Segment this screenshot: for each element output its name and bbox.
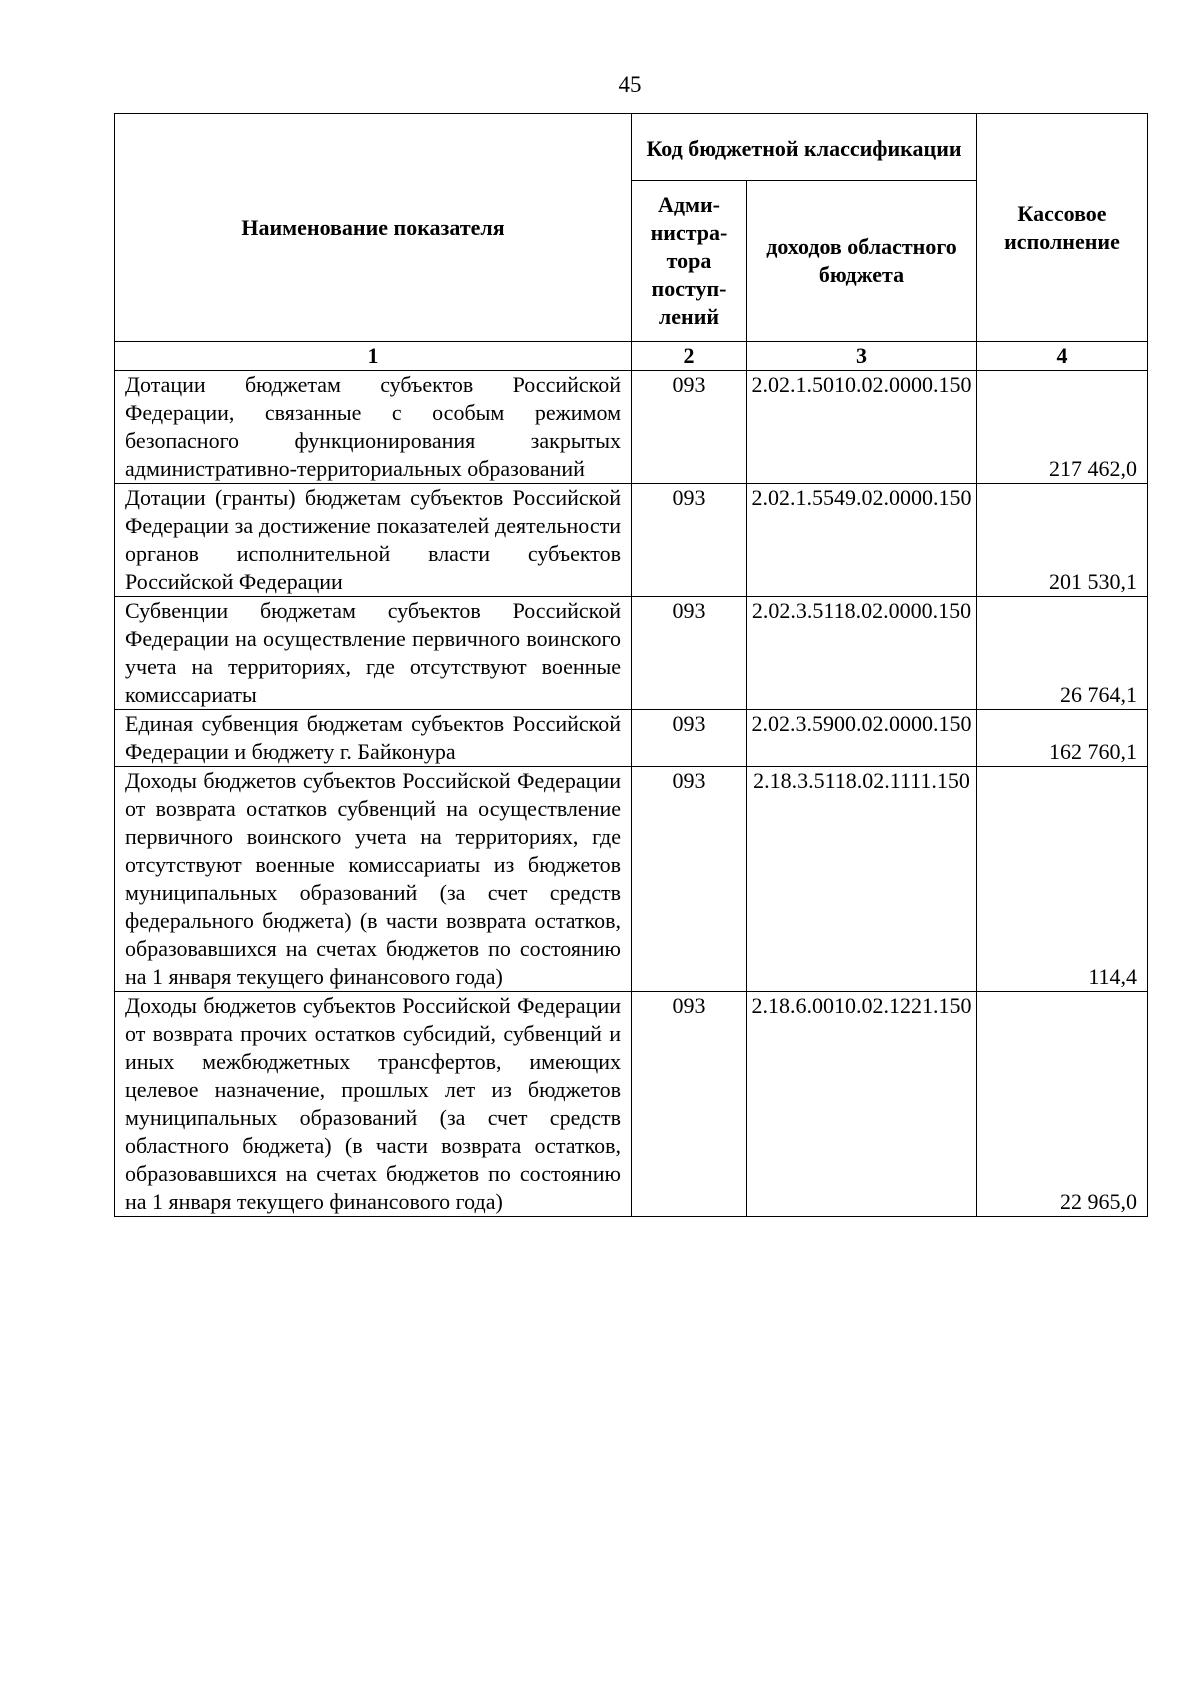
row-income-code: 2.18.6.0010.02.1221.150	[747, 992, 977, 1217]
column-number: 4	[977, 342, 1148, 371]
budget-table	[114, 113, 1148, 1217]
header-code-group: Код бюджетной классификации	[632, 114, 977, 181]
row-name: Доходы бюджетов субъектов Российской Федерации от возврата остатков субвенций на осуществление первичного воинского учета на территориях, где отсутствуют военные комиссариаты из бюджетов муниципальных образований (за счет средств федерального бюджета) (в части возврата остатков, образовавшихся на счетах бюджетов по состоянию на 1 января текущего финансового года)	[115, 767, 632, 992]
column-number: 2	[632, 342, 747, 371]
row-amount: 114,4	[977, 767, 1148, 992]
column-number: 3	[747, 342, 977, 371]
table-row	[115, 767, 1148, 992]
row-admin-code: 093	[632, 767, 747, 992]
table-row	[115, 992, 1148, 1217]
row-amount: 217 462,0	[977, 371, 1148, 484]
column-number: 1	[115, 342, 632, 371]
table-row	[115, 597, 1148, 710]
header-income: доходов областного бюджета	[747, 181, 977, 342]
row-amount: 201 530,1	[977, 484, 1148, 597]
row-admin-code: 093	[632, 710, 747, 767]
row-income-code: 2.02.1.5549.02.0000.150	[747, 484, 977, 597]
row-income-code: 2.02.3.5900.02.0000.150	[747, 710, 977, 767]
row-amount: 22 965,0	[977, 992, 1148, 1217]
row-name: Доходы бюджетов субъектов Российской Федерации от возврата прочих остатков субсидий, субвенций и иных межбюджетных трансфертов, имеющих целевое назначение, прошлых лет из бюджетов муниципальных образований (за счет средств областного бюджета) (в части возврата остатков, образовавшихся на счетах бюджетов по состоянию на 1 января текущего финансового года)	[115, 992, 632, 1217]
row-amount: 26 764,1	[977, 597, 1148, 710]
table-row	[115, 484, 1148, 597]
row-income-code: 2.02.1.5010.02.0000.150	[747, 371, 977, 484]
page-number: 45	[618, 72, 642, 97]
table-row	[115, 710, 1148, 767]
row-admin-code: 093	[632, 371, 747, 484]
row-name: Единая субвенция бюджетам субъектов Российской Федерации и бюджету г. Байконура	[115, 710, 632, 767]
row-admin-code: 093	[632, 992, 747, 1217]
row-admin-code: 093	[632, 484, 747, 597]
row-income-code: 2.18.3.5118.02.1111.150	[747, 767, 977, 992]
row-admin-code: 093	[632, 597, 747, 710]
column-number-row	[115, 342, 1148, 371]
row-name: Дотации (гранты) бюджетам субъектов Российской Федерации за достижение показателей деятельности органов исполнительной власти субъектов Российской Федерации	[115, 484, 632, 597]
row-income-code: 2.02.3.5118.02.0000.150	[747, 597, 977, 710]
header-execution: Кассовое исполнение	[977, 114, 1148, 342]
header-name: Наименование показателя	[115, 114, 632, 342]
row-name: Субвенции бюджетам субъектов Российской Федерации на осуществление первичного воинского учета на территориях, где отсутствуют военные комиссариаты	[115, 597, 632, 710]
table-row	[115, 371, 1148, 484]
row-name: Дотации бюджетам субъектов Российской Федерации, связанные с особым режимом безопасного функционирования закрытых административно-территориальных образований	[115, 371, 632, 484]
header-admin: Адми-нистра-тора поступ-лений	[632, 181, 747, 342]
row-amount: 162 760,1	[977, 710, 1148, 767]
